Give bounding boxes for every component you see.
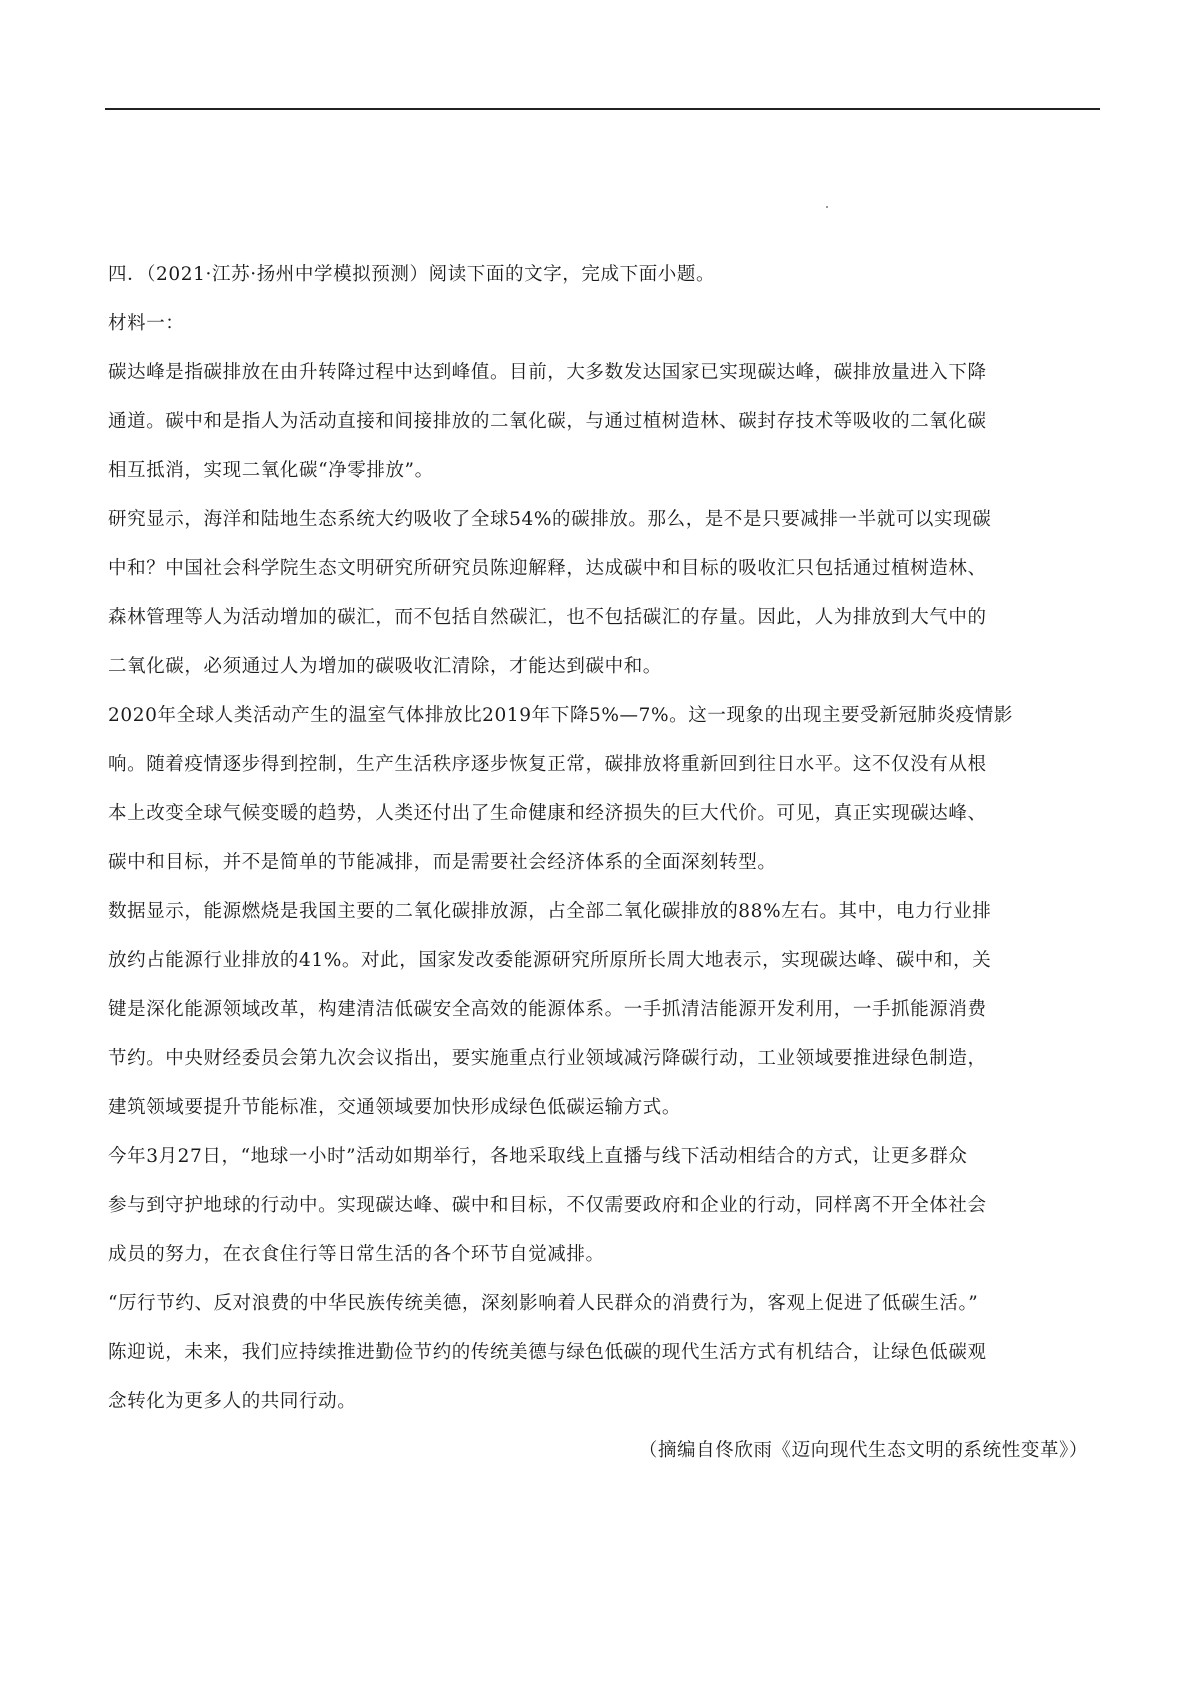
- paragraph-line: 响。随着疫情逐步得到控制，生产生活秩序逐步恢复正常，碳排放将重新回到往日水平。这不仅没有从根: [108, 754, 987, 775]
- paragraph-line: 陈迎说，未来，我们应持续推进勤俭节约的传统美德与绿色低碳的现代生活方式有机结合，让绿色低碳观: [108, 1342, 987, 1363]
- paragraph-line: 2020年全球人类活动产生的温室气体排放比2019年下降5%—7%。这一现象的出现主要受新冠肺炎疫情影: [108, 705, 1013, 726]
- paragraph-5: [108, 1132, 1098, 1279]
- paragraph-line: 碳中和目标，并不是简单的节能减排，而是需要社会经济体系的全面深刻转型。: [108, 852, 777, 873]
- paragraph-line: 参与到守护地球的行动中。实现碳达峰、碳中和目标，不仅需要政府和企业的行动，同样离不开全体社会: [108, 1195, 987, 1216]
- paragraph-line: 二氧化碳，必须通过人为增加的碳吸收汇清除，才能达到碳中和。: [108, 656, 662, 677]
- paragraph-line: 碳达峰是指碳排放在由升转降过程中达到峰值。目前，大多数发达国家已实现碳达峰，碳排放量进入下降: [108, 362, 987, 383]
- scan-speck: [826, 206, 828, 208]
- paragraph-1: [108, 348, 1098, 495]
- paragraph-line: “厉行节约、反对浪费的中华民族传统美德，深刻影响着人民群众的消费行为，客观上促进了低碳生活。”: [108, 1293, 979, 1314]
- paragraph-2: [108, 495, 1098, 691]
- header-rule: [105, 108, 1100, 110]
- source-citation: （摘编自佟欣雨《迈向现代生态文明的系统性变革》）: [638, 1440, 1088, 1461]
- paragraph-line: 中和？中国社会科学院生态文明研究所研究员陈迎解释，达成碳中和目标的吸收汇只包括通过植树造林、: [108, 558, 987, 579]
- paragraph-line: 研究显示，海洋和陆地生态系统大约吸收了全球54%的碳排放。那么，是不是只要减排一半就可以实现碳: [108, 509, 992, 530]
- paragraph-line: 成员的努力，在衣食住行等日常生活的各个环节自觉减排。: [108, 1244, 605, 1265]
- document-body: [108, 250, 1098, 1475]
- paragraph-line: 森林管理等人为活动增加的碳汇，而不包括自然碳汇，也不包括碳汇的存量。因此，人为排放到大气中的: [108, 607, 987, 628]
- paragraph-3: [108, 691, 1098, 887]
- paragraph-line: 相互抵消，实现二氧化碳“净零排放”。: [108, 460, 434, 481]
- paragraph-line: 数据显示，能源燃烧是我国主要的二氧化碳排放源，占全部二氧化碳排放的88%左右。其中，电力行业排: [108, 901, 992, 922]
- paragraph-line: 放约占能源行业排放的41%。对此，国家发改委能源研究所原所长周大地表示，实现碳达峰、碳中和，关: [108, 950, 992, 971]
- paragraph-6: [108, 1279, 1098, 1426]
- paragraph-line: 键是深化能源领域改革，构建清洁低碳安全高效的能源体系。一手抓清洁能源开发利用，一手抓能源消费: [108, 999, 987, 1020]
- question-heading: 四．（2021·江苏·扬州中学模拟预测）阅读下面的文字，完成下面小题。: [108, 264, 716, 285]
- paragraph-4: [108, 887, 1098, 1132]
- paragraph-line: 节约。中央财经委员会第九次会议指出，要实施重点行业领域减污降碳行动，工业领域要推进绿色制造，: [108, 1048, 987, 1069]
- material-label: 材料一：: [108, 313, 185, 334]
- paragraph-line: 本上改变全球气候变暖的趋势，人类还付出了生命健康和经济损失的巨大代价。可见，真正实现碳达峰、: [108, 803, 987, 824]
- paragraph-line: 念转化为更多人的共同行动。: [108, 1391, 357, 1412]
- paragraph-line: 建筑领域要提升节能标准，交通领域要加快形成绿色低碳运输方式。: [108, 1097, 682, 1118]
- paragraph-line: 今年3月27日，“地球一小时”活动如期举行，各地采取线上直播与线下活动相结合的方式，让更多群众: [108, 1146, 968, 1167]
- paragraph-line: 通道。碳中和是指人为活动直接和间接排放的二氧化碳，与通过植树造林、碳封存技术等吸收的二氧化碳: [108, 411, 987, 432]
